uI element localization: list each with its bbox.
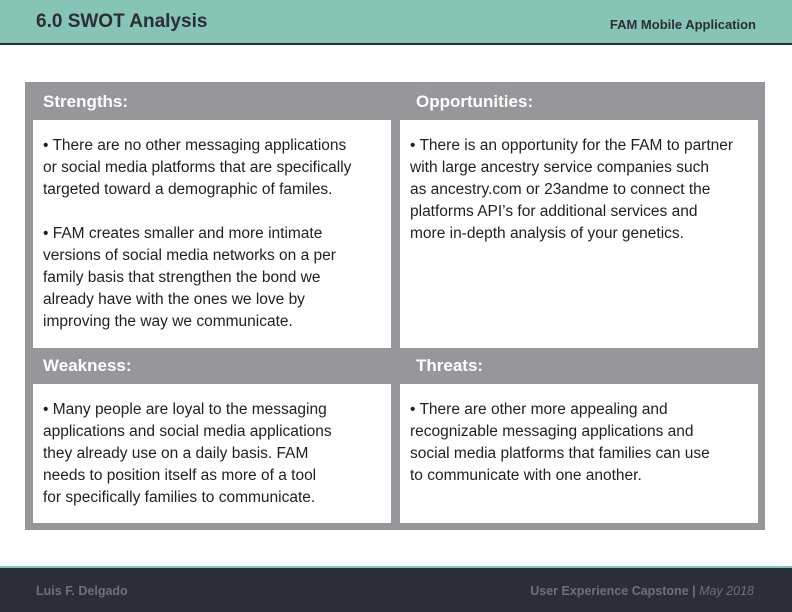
opportunities-box [400, 120, 758, 348]
page-footer [0, 566, 792, 612]
author-name: Luis F. Delgado [36, 584, 128, 598]
threats-item: • There are other more appealing and recognizable messaging applications and social media platforms that families can use to communicate with one another. [410, 401, 710, 484]
opportunities-heading: Opportunities: [416, 92, 534, 111]
course-name: User Experience Capstone | [530, 584, 700, 598]
weakness-heading: Weakness: [43, 356, 132, 375]
strengths-item: • There are no other messaging applications or social media platforms that are specifically targeted toward a demographic of familes. [43, 137, 352, 198]
app-name: FAM Mobile Application [609, 17, 756, 32]
page-header [0, 0, 792, 45]
weakness-box [33, 384, 391, 523]
strengths-heading: Strengths: [43, 92, 128, 111]
strengths-box [33, 120, 391, 348]
course-info [530, 584, 754, 598]
weakness-item: • Many people are loyal to the messaging applications and social media applications they already use on a daily basis. FAM needs to position itself as more of a tool for specifically families to communicate. [43, 401, 332, 506]
threats-box [400, 384, 758, 523]
swot-grid [25, 82, 765, 530]
strengths-item: • FAM creates smaller and more intimate versions of social media networks on a per family basis that strengthen the bond we already have with the ones we love by improving the way we communicate. [43, 225, 336, 330]
threats-heading: Threats: [416, 356, 484, 375]
opportunities-item: • There is an opportunity for the FAM to partner with large ancestry service companies such as ancestry.com or 23andme to connect the platforms API’s for additional services and more in-depth analysis of your genetics. [410, 137, 734, 242]
page-title: 6.0 SWOT Analysis [36, 11, 208, 32]
course-date: May 2018 [699, 584, 754, 598]
